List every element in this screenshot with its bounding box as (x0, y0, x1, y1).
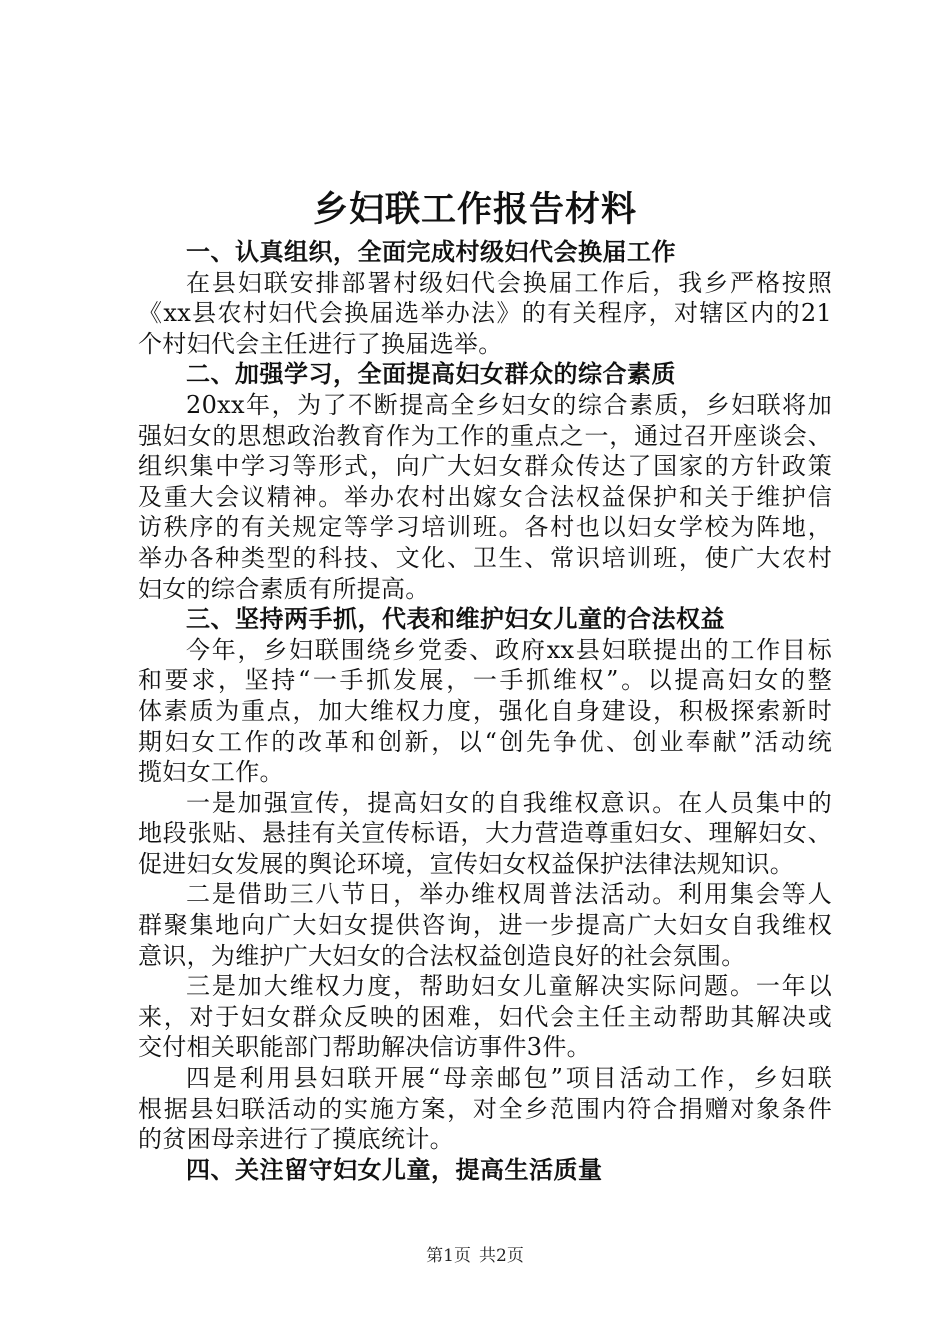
section-heading: 一、认真组织，全面完成村级妇代会换届工作 (186, 238, 676, 266)
paragraph-line: 强妇女的思想政治教育作为工作的重点之一，通过召开座谈会、 (138, 421, 832, 450)
paragraph-line: 促进妇女发展的舆论环境，宣传妇女权益保护法律法规知识。 (138, 849, 795, 878)
paragraph-line: 三是加大维权力度，帮助妇女儿童解决实际问题。一年以 (186, 972, 832, 1001)
paragraph-line: 意识，为维护广大妇女的合法权益创造良好的社会氛围。 (138, 941, 746, 970)
paragraph-line: 今年，乡妇联围绕乡党委、政府xx县妇联提出的工作目标 (186, 635, 832, 664)
paragraph-line: 揽妇女工作。 (138, 758, 284, 787)
paragraph-line: 根据县妇联活动的实施方案，对全乡范围内符合捐赠对象条件 (138, 1094, 832, 1123)
paragraph-line: 期妇女工作的改革和创新，以“创先争优、创业奉献”活动统 (138, 727, 832, 756)
section-heading: 三、坚持两手抓，代表和维护妇女儿童的合法权益 (186, 605, 725, 634)
paragraph-line: 妇女的综合素质有所提高。 (138, 574, 430, 603)
paragraph-line: 个村妇代会主任进行了换届选举。 (138, 329, 503, 358)
paragraph-line: 《xx县农村妇代会换届选举办法》的有关程序，对辖区内的21 (138, 299, 832, 328)
paragraph-line: 群聚集地向广大妇女提供咨询，进一步提高广大妇女自我维权 (138, 911, 832, 940)
paragraph-line: 来，对于妇女群众反映的困难，妇代会主任主动帮助其解决或 (138, 1002, 832, 1031)
document-body (138, 237, 832, 1185)
paragraph-line: 在县妇联安排部署村级妇代会换届工作后，我乡严格按照 (186, 268, 832, 297)
paragraph-line: 一是加强宣传，提高妇女的自我维权意识。在人员集中的 (186, 788, 832, 817)
page-footer (0, 1244, 950, 1268)
paragraph-line: 及重大会议精神。举办农村出嫁女合法权益保护和关于维护信 (138, 482, 832, 511)
paragraph-line: 举办各种类型的科技、文化、卫生、常识培训班，使广大农村 (138, 543, 832, 572)
page-number: 第1页 (426, 1246, 471, 1266)
section-heading: 四、关注留守妇女儿童，提高生活质量 (186, 1155, 603, 1184)
paragraph-line: 四是利用县妇联开展“母亲邮包”项目活动工作，乡妇联 (186, 1064, 832, 1093)
paragraph-line: 访秩序的有关规定等学习培训班。各村也以妇女学校为阵地， (138, 513, 832, 542)
page-title: 乡妇联工作报告材料 (312, 189, 637, 230)
paragraph-line: 交付相关职能部门帮助解决信访事件3件。 (138, 1033, 591, 1062)
paragraph-line: 的贫困母亲进行了摸底统计。 (138, 1125, 454, 1154)
paragraph-line: 组织集中学习等形式，向广大妇女群众传达了国家的方针政策 (138, 452, 832, 481)
section-heading: 二、加强学习，全面提高妇女群众的综合素质 (186, 360, 676, 389)
paragraph-line: 和要求，坚持“一手抓发展，一手抓维权”。以提高妇女的整 (138, 666, 832, 695)
paragraph-line: 20xx年，为了不断提高全乡妇女的综合素质，乡妇联将加 (186, 390, 832, 419)
paragraph-line: 体素质为重点，加大维权力度，强化自身建设，积极探索新时 (138, 696, 832, 725)
page-total: 共2页 (479, 1246, 524, 1266)
paragraph-line: 二是借助三八节日，举办维权周普法活动。利用集会等人 (186, 880, 832, 909)
paragraph-line: 地段张贴、悬挂有关宣传标语，大力营造尊重妇女、理解妇女、 (138, 819, 832, 848)
